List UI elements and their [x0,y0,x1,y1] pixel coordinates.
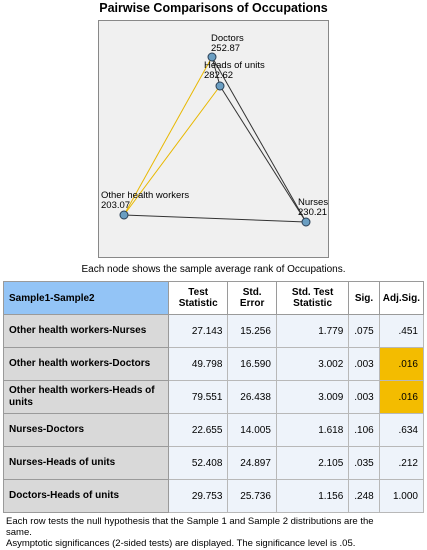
cell-adj-sig: .212 [379,447,423,480]
node-rank-doctors: 252.87 [211,43,241,54]
cell-adj-sig: .016 [379,348,423,381]
chart-title: Pairwise Comparisons of Occupations [99,1,328,15]
cell-std-test-statistic: 1.156 [276,480,348,513]
header-std-test-statistic: Std. Test Statistic [276,282,348,315]
node-other [120,211,128,219]
footnote-line: same. [6,527,32,538]
cell-sig: .003 [349,381,379,414]
node-label-heads: Heads of units [204,60,265,71]
cell-sig: .003 [349,348,379,381]
node-nurses [302,218,310,226]
node-heads [216,82,224,90]
cell-adj-sig: 1.000 [379,480,423,513]
table-row [4,315,424,348]
node-rank-nurses: 230.21 [298,207,328,218]
table-header-row [4,282,424,315]
footnote-line: Each row tests the null hypothesis that the Sample 1 and Sample 2 distributions are the [6,516,374,527]
header-std-error: Std. Error [228,282,276,315]
row-label: Other health workers-Nurses [4,315,169,348]
node-label-doctors: Doctors [211,33,244,44]
cell-test-statistic: 52.408 [169,447,228,480]
cell-std-error: 24.897 [228,447,276,480]
cell-sig: .248 [349,480,379,513]
row-label: Doctors-Heads of units [4,480,169,513]
cell-std-error: 15.256 [228,315,276,348]
table-row [4,447,424,480]
row-label: Nurses-Doctors [4,414,169,447]
network-graph [99,21,330,259]
graph-caption: Each node shows the sample average rank of Occupations. [81,264,346,275]
table-row [4,348,424,381]
cell-sig: .075 [349,315,379,348]
header-sample-pair: Sample1-Sample2 [4,282,169,315]
cell-std-test-statistic: 3.009 [276,381,348,414]
cell-adj-sig: .016 [379,381,423,414]
table-row [4,480,424,513]
cell-test-statistic: 79.551 [169,381,228,414]
edge-other-nurses [124,215,306,222]
row-label: Other health workers-Doctors [4,348,169,381]
node-label-nurses: Nurses [298,197,329,208]
cell-adj-sig: .634 [379,414,423,447]
cell-test-statistic: 22.655 [169,414,228,447]
cell-sig: .106 [349,414,379,447]
cell-std-test-statistic: 2.105 [276,447,348,480]
network-graph-panel [98,20,329,258]
edge-heads-nurses [220,86,306,222]
row-label: Other health workers-Heads of units [4,381,169,414]
cell-test-statistic: 27.143 [169,315,228,348]
row-label: Nurses-Heads of units [4,447,169,480]
node-label-other: Other health workers [101,190,190,201]
header-sig: Sig. [349,282,379,315]
cell-std-error: 25.736 [228,480,276,513]
cell-sig: .035 [349,447,379,480]
cell-std-error: 26.438 [228,381,276,414]
node-rank-heads: 282.62 [204,70,234,81]
cell-std-test-statistic: 1.618 [276,414,348,447]
cell-std-test-statistic: 3.002 [276,348,348,381]
table-body [4,315,424,513]
table-row [4,414,424,447]
header-test-statistic: Test Statistic [169,282,228,315]
pairwise-table [3,281,424,513]
header-adj-sig: Adj.Sig. [379,282,423,315]
table-row [4,381,424,414]
node-rank-other: 203.07 [101,200,131,211]
cell-test-statistic: 49.798 [169,348,228,381]
cell-adj-sig: .451 [379,315,423,348]
footnote-line: Asymptotic significances (2-sided tests) are displayed. The significance level is .05. [6,538,356,549]
cell-test-statistic: 29.753 [169,480,228,513]
cell-std-error: 16.590 [228,348,276,381]
edge-doctors-nurses [212,57,306,222]
cell-std-error: 14.005 [228,414,276,447]
footnote [6,516,424,549]
cell-std-test-statistic: 1.779 [276,315,348,348]
